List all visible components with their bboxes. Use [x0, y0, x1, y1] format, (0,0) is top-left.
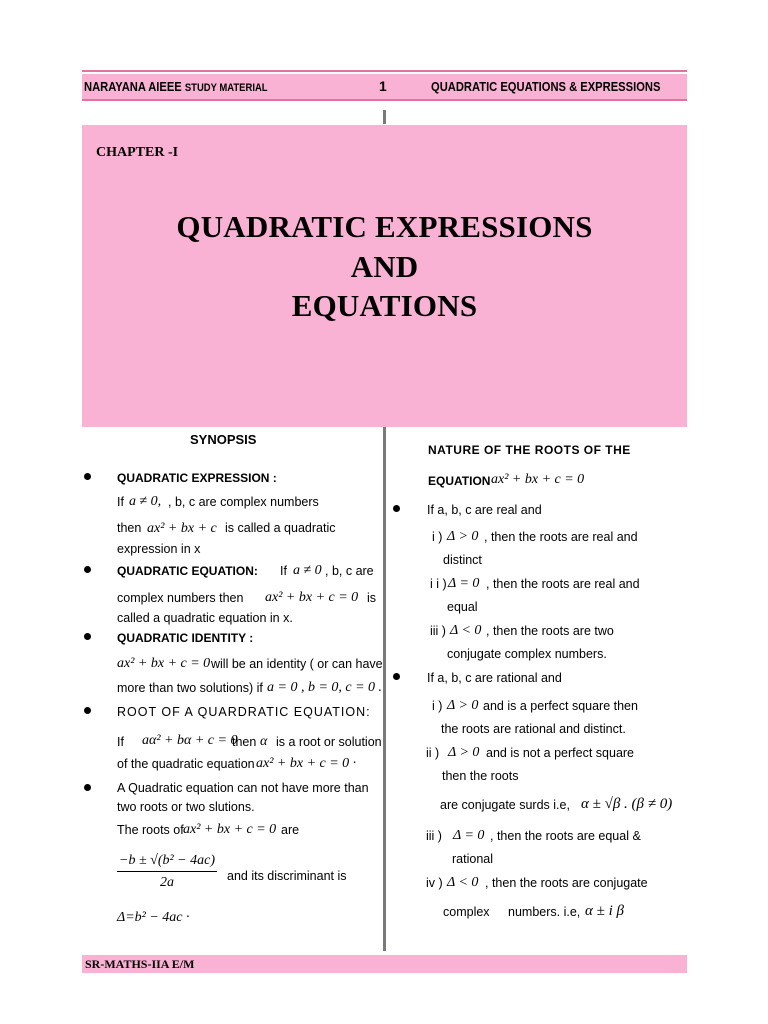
bullet — [84, 633, 91, 640]
case-continued: then the roots — [442, 769, 519, 783]
equation-is: is — [367, 591, 377, 605]
chapter-label: CHAPTER -I — [96, 145, 179, 160]
header-bottom-rule — [82, 99, 687, 101]
nature-heading-equation: EQUATION — [428, 474, 491, 488]
case-condition: Δ > 0 — [448, 745, 480, 760]
quadratic-formula — [117, 853, 217, 891]
roots-of: The roots of — [117, 823, 184, 837]
bullet — [84, 707, 91, 714]
case-condition: Δ > 0 — [447, 529, 479, 544]
discriminant-text: and its discriminant is — [227, 869, 347, 883]
case-continued: rational — [452, 852, 493, 866]
equation-text: , b, c are — [325, 564, 374, 578]
header-study-material: STUDY MATERIAL — [184, 82, 268, 94]
header-left — [84, 79, 268, 94]
expression-formula: ax² + bx + c — [147, 521, 217, 536]
case-label: iii ) — [426, 829, 442, 843]
title-line-1: QUADRATIC EXPRESSIONS — [176, 209, 593, 244]
case-text: , then the roots are real and — [486, 577, 640, 591]
identity-formula: ax² + bx + c = 0 — [117, 656, 211, 671]
case-continued: conjugate complex numbers. — [447, 647, 607, 661]
equation-heading: QUADRATIC EQUATION: — [117, 564, 258, 578]
nature-heading: NATURE OF THE ROOTS OF THE — [428, 443, 631, 457]
case-condition: Δ > 0 — [447, 698, 479, 713]
case-text: , then the roots are real and — [484, 530, 638, 544]
case-continued: distinct — [443, 553, 482, 567]
root-formula: aα² + bα + c = 0 — [142, 733, 238, 748]
cannot-line-2: two roots or two slutions. — [117, 800, 255, 814]
equation-condition: a ≠ 0 — [293, 563, 322, 578]
case-condition: Δ = 0 — [453, 828, 485, 843]
cannot-line-1: A Quadratic equation can not have more than — [117, 781, 369, 795]
header-right: QUADRATIC EQUATIONS & EXPRESSIONS — [431, 79, 661, 94]
bullet — [84, 473, 91, 480]
bullet — [84, 784, 91, 791]
case-text: and is a perfect square then — [483, 699, 638, 713]
identity-condition: a = 0 , b = 0, c = 0 . — [267, 680, 383, 695]
discriminant-formula: Δ=b² − 4ac · — [117, 910, 190, 925]
case-label: i ) — [432, 699, 443, 713]
complex-formula: α ± i β — [585, 903, 624, 919]
identity-text: will be an identity ( or can have — [211, 657, 383, 671]
expression-called: is called a quadratic — [225, 521, 336, 535]
root-of: of the quadratic equation — [117, 757, 255, 771]
roots-formula: ax² + bx + c = 0 — [183, 822, 277, 837]
bullet — [393, 505, 400, 512]
divider-tick — [383, 110, 386, 124]
expression-heading: QUADRATIC EXPRESSION : — [117, 471, 277, 485]
surd-formula: α ± √β . (β ≠ 0) — [581, 796, 673, 812]
expression-text: , b, c are complex numbers — [168, 495, 319, 509]
equation-called: called a quadratic equation in x. — [117, 611, 293, 625]
equation-formula: ax² + bx + c = 0 — [265, 590, 359, 605]
case-label: iii ) — [430, 624, 446, 638]
page-number: 1 — [379, 78, 387, 94]
bullet — [84, 566, 91, 573]
case-text: and is not a perfect square — [486, 746, 635, 760]
case-text: , then the roots are conjugate — [485, 876, 648, 890]
expression-condition: a ≠ 0, — [129, 494, 162, 509]
case-condition: Δ < 0 — [450, 623, 482, 638]
root-then: then — [232, 735, 257, 749]
case-text: , then the roots are equal & — [490, 829, 641, 843]
case-label: iv ) — [426, 876, 443, 890]
header-top-rule — [82, 70, 687, 72]
rational-intro: If a, b, c are rational and — [427, 671, 562, 685]
case-continued: equal — [447, 600, 478, 614]
equation-complex: complex numbers then — [117, 591, 244, 605]
expression-then: then — [117, 521, 142, 535]
surd-text: are conjugate surds i.e, — [440, 798, 570, 812]
formula-numerator: −b ± √(b² − 4ac) — [117, 853, 217, 872]
case-label: i ) — [432, 530, 443, 544]
root-if: If — [117, 735, 124, 749]
nature-heading-formula: ax² + bx + c = 0 — [491, 472, 585, 487]
title-line-2: AND — [350, 249, 419, 284]
formula-denominator: 2a — [160, 875, 174, 890]
root-heading: ROOT OF A QUARDRATIC EQUATION: — [117, 705, 371, 719]
case-label: ii ) — [426, 746, 440, 760]
identity-more: more than two solutions) if — [117, 681, 263, 695]
roots-are: are — [281, 823, 300, 837]
footer-text: SR-MATHS-IIA E/M — [85, 957, 195, 971]
root-alpha: α — [260, 734, 268, 749]
expression-in-x: expression in x — [117, 542, 201, 556]
numbers-text: numbers. i.e, — [508, 905, 581, 919]
synopsis-heading: SYNOPSIS — [190, 432, 257, 447]
expression-if: If — [117, 495, 124, 509]
bullet — [393, 673, 400, 680]
root-equation: ax² + bx + c = 0 · — [256, 756, 357, 771]
root-text: is a root or solution — [276, 735, 382, 749]
real-intro: If a, b, c are real and — [427, 503, 542, 517]
title-line-3: EQUATIONS — [291, 288, 478, 323]
header-brand: NARAYANA AIEEE — [84, 79, 182, 94]
case-continued: the roots are rational and distinct. — [441, 722, 626, 736]
case-condition: Δ < 0 — [447, 875, 479, 890]
identity-heading: QUADRATIC IDENTITY : — [117, 631, 254, 645]
equation-if: If — [280, 564, 287, 578]
column-divider — [383, 427, 386, 951]
case-label: i i ) — [430, 577, 447, 591]
fraction — [117, 853, 217, 891]
case-condition: Δ = 0 — [448, 576, 480, 591]
case-text: , then the roots are two — [486, 624, 614, 638]
complex-word: complex — [443, 905, 490, 919]
